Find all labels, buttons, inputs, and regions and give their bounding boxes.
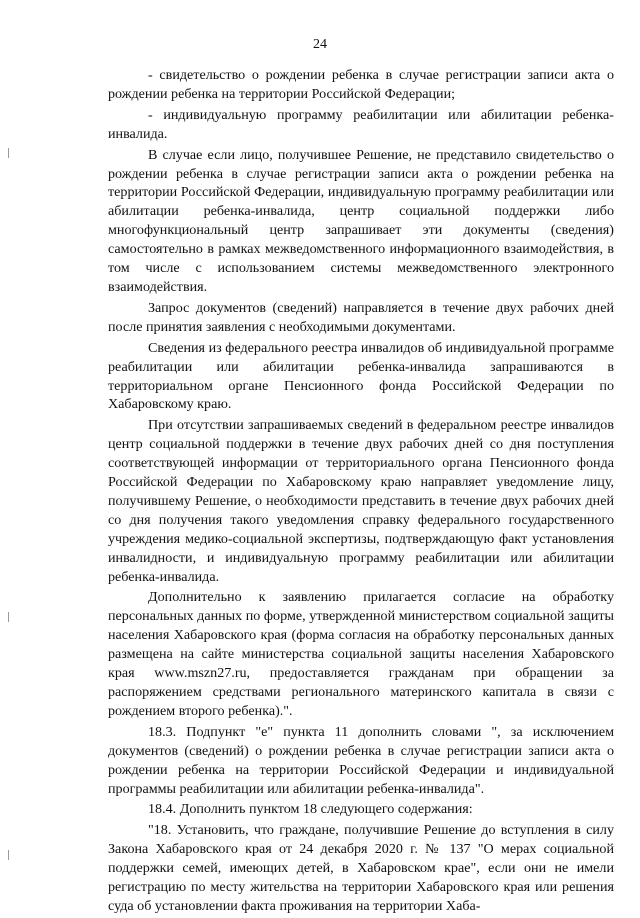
paragraph-personal-data-consent: Дополнительно к заявлению прилагается согласие на обработку персональных данных по форме, утвержденной министерством социальной защиты населения Хабаровского края (форма согласия на обработку персональных данных размещена на сайте министерства социальной защиты населения Хабаровского края www.mszn27.ru, предоставляется гражданам при обращении за распоряжением средствами регионального материнского капитала в связи с рождением второго ребенка).". bbox=[108, 589, 614, 719]
paragraph-interagency-request: В случае если лицо, получившее Решение, не представило свидетельство о рождении ребенка в случае регистрации записи акта о рождении ребенка на территории Российской Федерации, индивидуальную программу реабилитации или абилитации ребенка-инвалида, центр социальной поддержки либо многофункциональный центр запрашивает эти документы (сведения) самостоятельно в рамках межведомственного информационного взаимодействия, в том числе с использованием системы межведомственного электронного взаимодействия. bbox=[108, 146, 614, 295]
paragraph-item-18-3: 18.3. Подпункт "е" пункта 11 дополнить словами ", за исключением документов (сведений) о рождении ребенка в случае регистрации записи акта о рождении ребенка на территории Российской Федерации и индивидуальной программы реабилитации или абилитации ребенка-инвалида". bbox=[108, 723, 614, 797]
paragraph-list-item-birth-certificate: - свидетельство о рождении ребенка в случае регистрации записи акта о рождении ребенка на территории Российской Федерации; bbox=[108, 67, 614, 102]
paragraph-item-18-4: 18.4. Дополнить пунктом 18 следующего содержания: bbox=[148, 801, 473, 818]
paragraph-item-18-text: "18. Установить, что граждане, получившие Решение до вступления в силу Закона Хабаровского края от 24 декабря 2020 г. № 137 "О мерах социальной поддержки семей, имеющих детей, в Хабаровском крае", если они не имели регистрацию по месту жительства на территории Хабаровского края или решения суда об установлении факта проживания на территории Хаба- bbox=[108, 822, 614, 914]
paragraph-request-deadline: Запрос документов (сведений) направляется в течение двух рабочих дней после принятия заявления с необходимыми документами. bbox=[108, 299, 614, 335]
paragraph-missing-info-notice: При отсутствии запрашиваемых сведений в федеральном реестре инвалидов центр социальной поддержки в течение двух рабочих дней со дня поступления соответствующей информации от территориального органа Пенсионного фонда Российской Федерации по Хабаровскому краю направляет уведомление лицу, получившему Решение, о необходимости представить в течение двух рабочих дней со дня получения такого уведомления справку федерального государственного учреждения медико-социальной экспертизы, подтверждающую факт установления инвалидности, и индивидуальную программу реабилитации или абилитации ребенка-инвалида. bbox=[108, 417, 614, 585]
page-number: 24 bbox=[313, 37, 327, 52]
document-body bbox=[108, 66, 614, 918]
margin-scan-mark bbox=[8, 148, 9, 158]
margin-scan-mark bbox=[8, 612, 9, 622]
paragraph-list-item-rehab-program: - индивидуальную программу реабилитации или абилитации ребенка-инвалида. bbox=[108, 106, 614, 142]
paragraph-registry-info: Сведения из федерального реестра инвалидов об индивидуальной программе реабилитации или абилитации ребенка-инвалида запрашиваются в территориальном органе Пенсионного фонда Российской Федерации по Хабаровскому краю. bbox=[108, 339, 614, 413]
margin-scan-mark bbox=[8, 850, 9, 860]
